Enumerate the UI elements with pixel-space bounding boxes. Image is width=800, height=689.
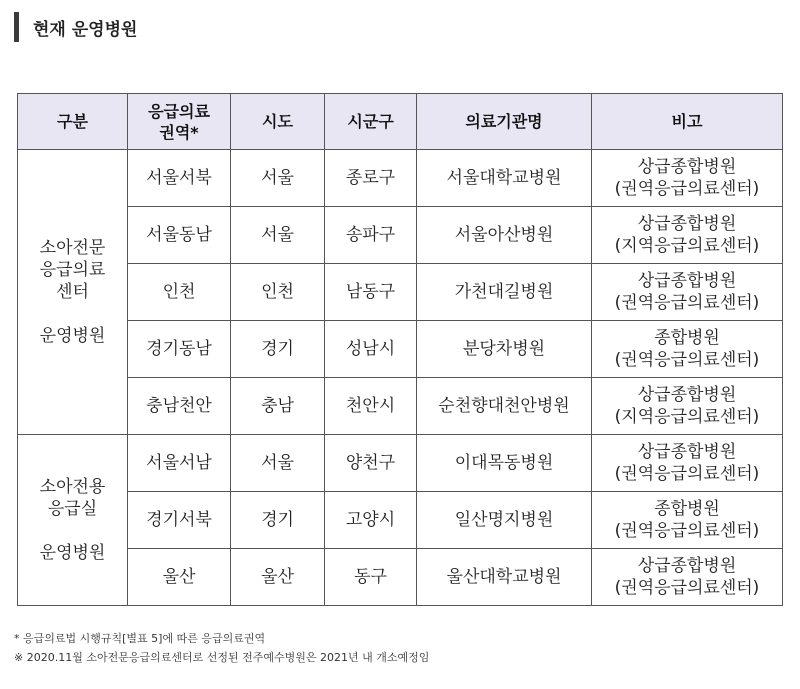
- cell-note: 상급종합병원 (권역응급의료센터): [592, 264, 783, 321]
- cell-hospital: 이대목동병원: [417, 435, 592, 492]
- cell-hospital: 분당차병원: [417, 321, 592, 378]
- cell-sido: 울산: [231, 549, 325, 606]
- cell-sido: 경기: [231, 492, 325, 549]
- cell-region: 서울서남: [128, 435, 231, 492]
- table-row: [18, 264, 783, 321]
- cell-sigungu: 양천구: [325, 435, 417, 492]
- header-note: 비고: [592, 94, 783, 150]
- footnotes: [14, 629, 429, 667]
- cell-sigungu: 동구: [325, 549, 417, 606]
- section-heading: [14, 12, 137, 42]
- cell-note: 상급종합병원 (지역응급의료센터): [592, 207, 783, 264]
- cell-hospital: 일산명지병원: [417, 492, 592, 549]
- cell-sigungu: 종로구: [325, 150, 417, 207]
- cell-note: 종합병원 (권역응급의료센터): [592, 321, 783, 378]
- cell-hospital: 서울아산병원: [417, 207, 592, 264]
- header-sido: 시도: [231, 94, 325, 150]
- header-sigungu: 시군구: [325, 94, 417, 150]
- table-row: [18, 321, 783, 378]
- hospital-table: [17, 93, 783, 606]
- cell-region: 경기동남: [128, 321, 231, 378]
- group-label-pediatric-center: 소아전문 응급의료 센터 운영병원: [18, 150, 128, 435]
- table-row: [18, 549, 783, 606]
- cell-note: 상급종합병원 (지역응급의료센터): [592, 378, 783, 435]
- cell-region: 경기서북: [128, 492, 231, 549]
- cell-note: 종합병원 (권역응급의료센터): [592, 492, 783, 549]
- cell-sido: 인천: [231, 264, 325, 321]
- cell-note: 상급종합병원 (권역응급의료센터): [592, 435, 783, 492]
- heading-accent-bar: [14, 12, 19, 42]
- cell-region: 충남천안: [128, 378, 231, 435]
- cell-sido: 충남: [231, 378, 325, 435]
- group-label-pediatric-er: 소아전용 응급실 운영병원: [18, 435, 128, 606]
- table-row: [18, 150, 783, 207]
- cell-sigungu: 송파구: [325, 207, 417, 264]
- footnote-jeonju-notice: ※ 2020.11월 소아전문응급의료센터로 선정된 전주예수병원은 2021년 내 개소예정임: [14, 651, 430, 664]
- cell-sido: 서울: [231, 207, 325, 264]
- cell-sido: 서울: [231, 150, 325, 207]
- table-row: [18, 435, 783, 492]
- table-row: [18, 207, 783, 264]
- footnote-region-definition: * 응급의료법 시행규칙[별표 5]에 따른 응급의료권역: [14, 632, 266, 645]
- cell-sigungu: 고양시: [325, 492, 417, 549]
- cell-hospital: 순천향대천안병원: [417, 378, 592, 435]
- page-title: 현재 운영병원: [33, 19, 138, 40]
- cell-hospital: 울산대학교병원: [417, 549, 592, 606]
- header-hospital: 의료기관명: [417, 94, 592, 150]
- table-header-row: [18, 94, 783, 150]
- cell-region: 인천: [128, 264, 231, 321]
- table-row: [18, 492, 783, 549]
- cell-hospital: 가천대길병원: [417, 264, 592, 321]
- cell-sigungu: 천안시: [325, 378, 417, 435]
- cell-sigungu: 성남시: [325, 321, 417, 378]
- header-category: 구분: [18, 94, 128, 150]
- cell-region: 서울서북: [128, 150, 231, 207]
- header-region: 응급의료 권역*: [128, 94, 231, 150]
- cell-note: 상급종합병원 (권역응급의료센터): [592, 549, 783, 606]
- table-row: [18, 378, 783, 435]
- cell-sido: 서울: [231, 435, 325, 492]
- cell-region: 서울동남: [128, 207, 231, 264]
- cell-sido: 경기: [231, 321, 325, 378]
- cell-note: 상급종합병원 (권역응급의료센터): [592, 150, 783, 207]
- cell-region: 울산: [128, 549, 231, 606]
- cell-hospital: 서울대학교병원: [417, 150, 592, 207]
- cell-sigungu: 남동구: [325, 264, 417, 321]
